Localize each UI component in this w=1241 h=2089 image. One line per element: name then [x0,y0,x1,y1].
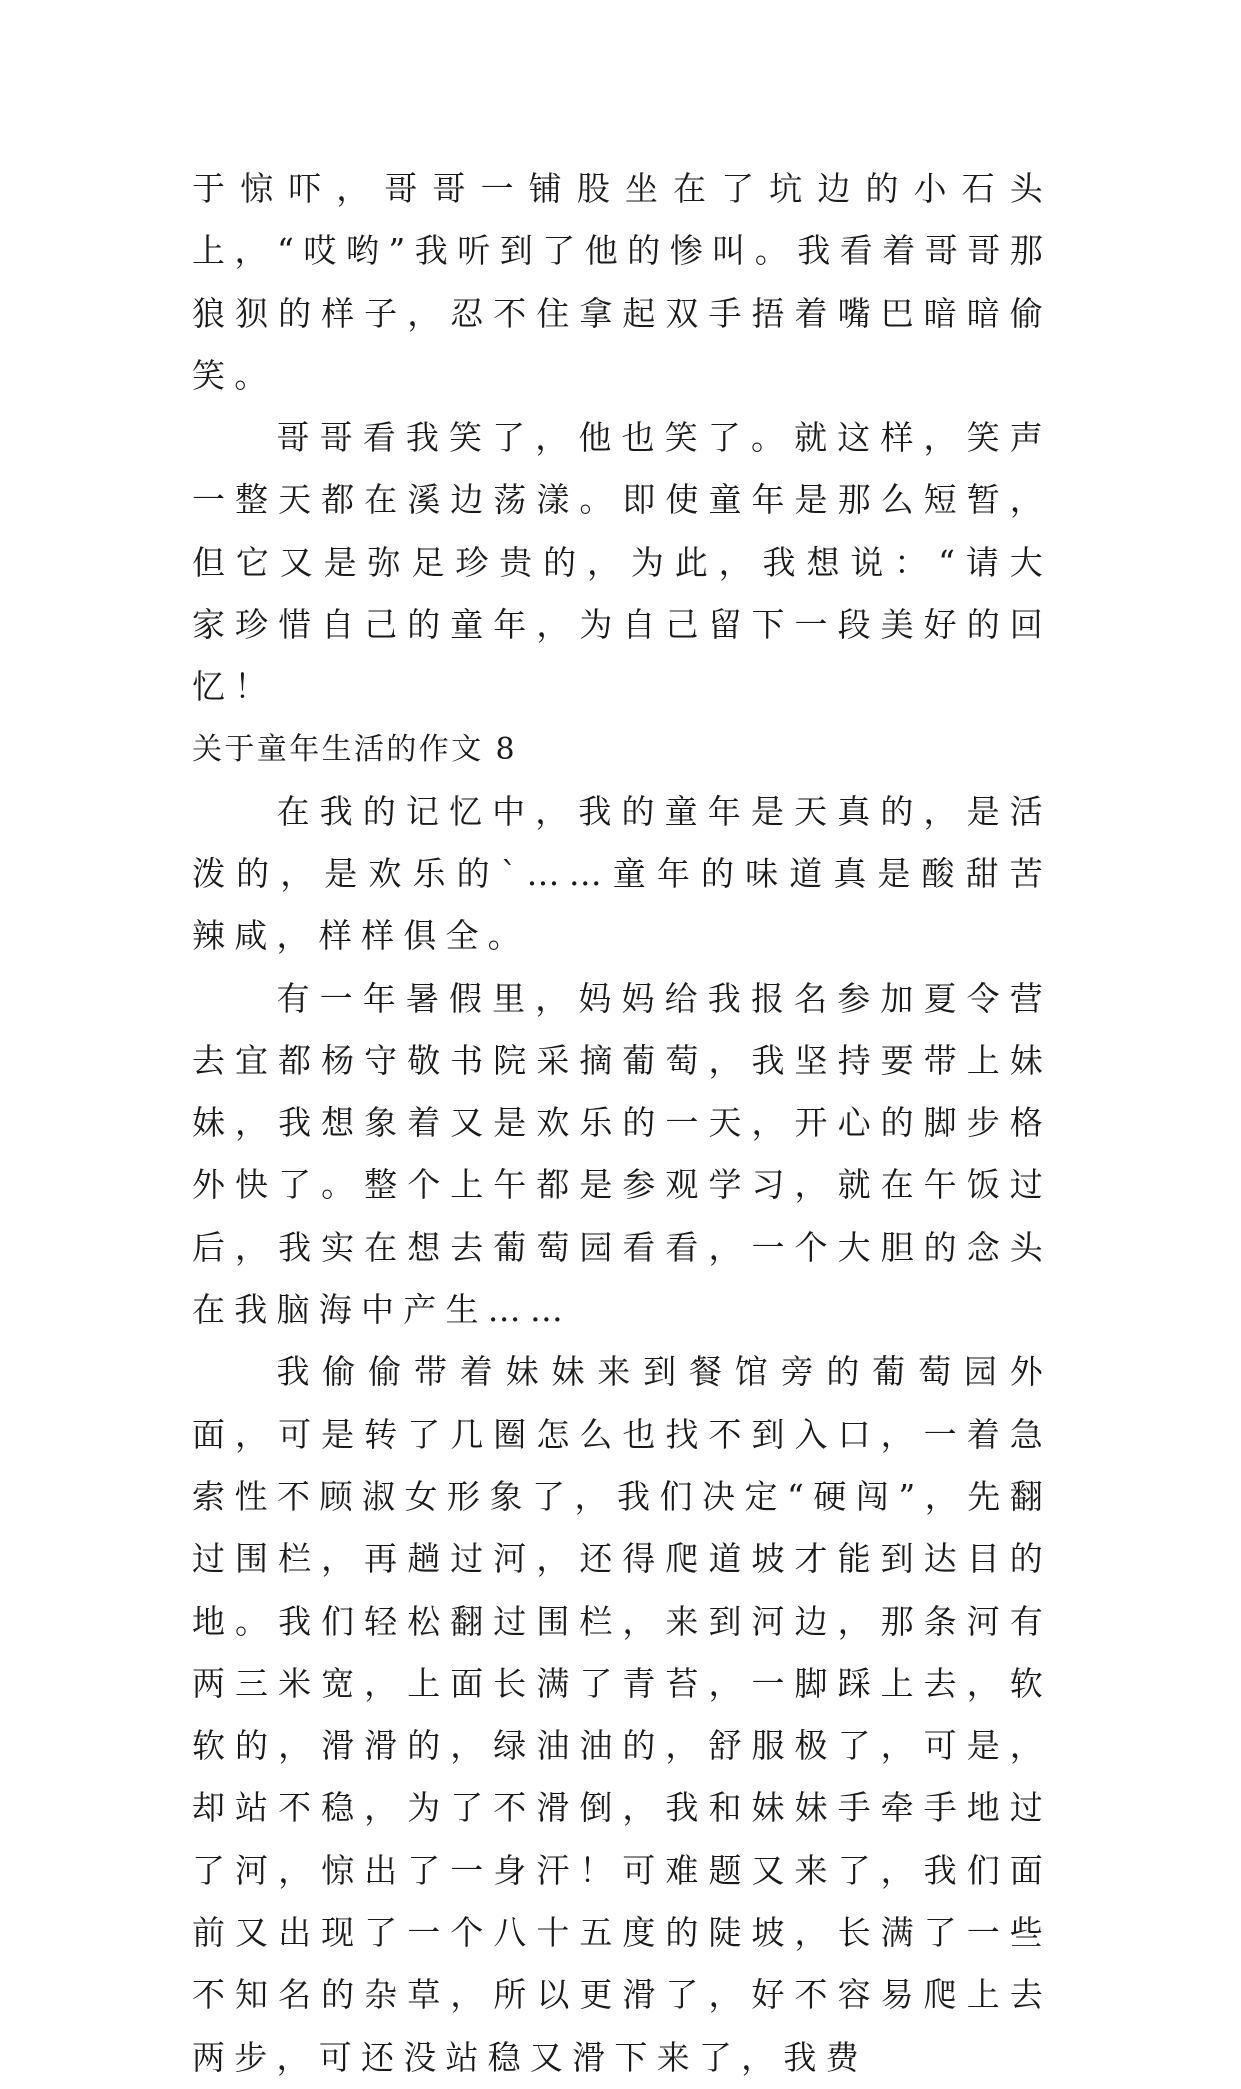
paragraph: 哥哥看我笑了，他也笑了。就这样，笑声一整天都在溪边荡漾。即使童年是那么短暂，但它又是弥足珍贵的，为此，我想说：“请大家珍惜自己的童年，为自己留下一段美好的回忆！ [192,418,1052,707]
document-body [192,158,1052,2089]
paragraph: 有一年暑假里，妈妈给我报名参加夏令营去宜都杨守敬书院采摘葡萄，我坚持要带上妹妹，我想象着又是欢乐的一天，开心的脚步格外快了。整个上午都是参观学习，就在午饭过后，我实在想去葡萄园看看，一个大胆的念头在我脑海中产生…… [192,978,1052,1330]
paragraph: 我偷偷带着妹妹来到餐馆旁的葡萄园外面，可是转了几圈怎么也找不到入口，一着急索性不顾淑女形象了，我们决定“硬闯”，先翻过围栏，再趟过河，还得爬道坡才能到达目的地。我们轻松翻过围栏，来到河边，那条河有两三米宽，上面长满了青苔，一脚踩上去，软软的，滑滑的，绿油油的，舒服极了，可是，却站不稳，为了不滑倒，我和妹妹手牵手地过了河，惊出了一身汗！可难题又来了，我们面前又出现了一个八十五度的陡坡，长满了一些不知名的杂草，所以更滑了，好不容易爬上去两步，可还没站稳又滑下来了，我费 [192,1352,1052,2077]
section-heading: 关于童年生活的作文 8 [192,731,518,767]
paragraph: 在我的记忆中，我的童年是天真的，是活泼的，是欢乐的`……童年的味道真是酸甜苦辣咸，样样俱全。 [192,791,1052,956]
paragraph-continuation: 于惊吓，哥哥一铺股坐在了坑边的小石头上，“哎哟”我听到了他的惨叫。我看着哥哥那狼狈的样子，忍不住拿起双手捂着嘴巴暗暗偷笑。 [192,169,1052,395]
